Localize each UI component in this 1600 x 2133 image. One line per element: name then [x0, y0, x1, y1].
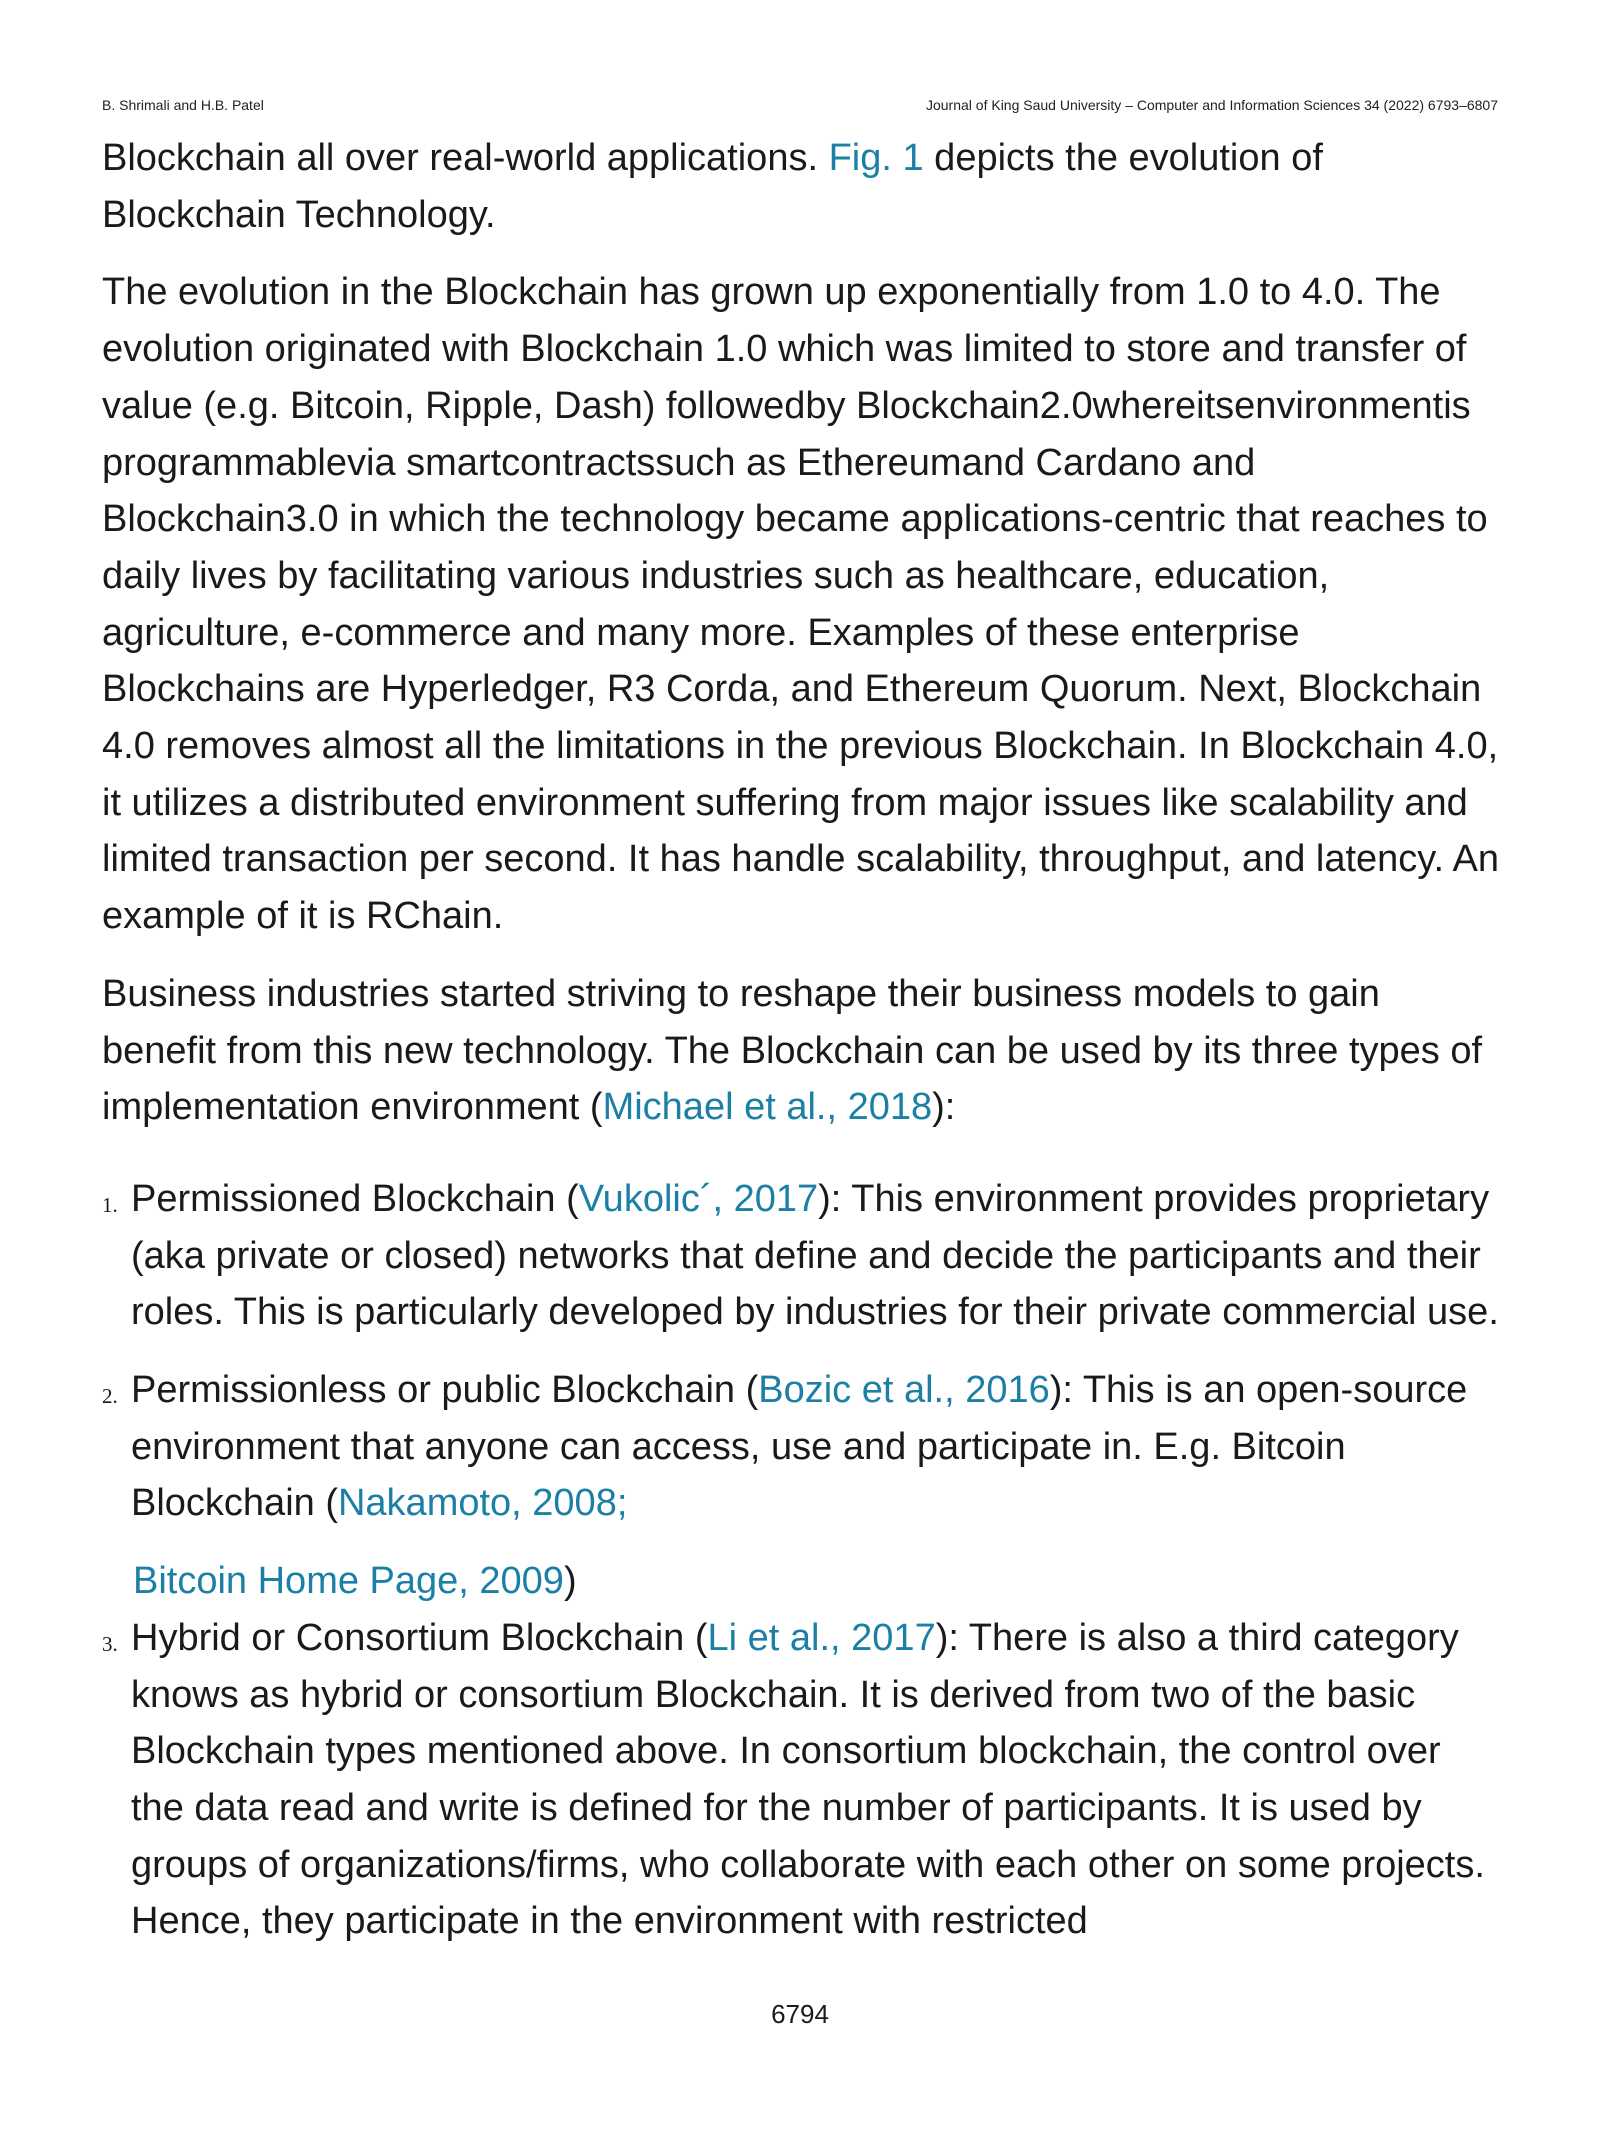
citation-vukolic-2017[interactable]: Vukolic´, 2017 [578, 1177, 819, 1220]
article-body [102, 130, 1502, 1971]
business-text-before: Business industries started striving to reshape their business models to gain benefit from this new technology. The Blockchain can be used by its three types of implementation environment ( [102, 972, 1483, 1129]
list-item-text: ): This is an open-source environment that anyone can access, use and participate in. E.g. Bitcoin Blockchain ( [131, 1369, 1468, 1525]
list-item-title: Hybrid or Consortium Blockchain ( [131, 1616, 708, 1659]
citation-nakamoto-2008[interactable]: Nakamoto, 2008; [337, 1482, 628, 1525]
citation-li-2017[interactable]: Li et al., 2017 [707, 1616, 936, 1659]
intro-text-after: depicts the evolution of Blockchain Technology. [102, 137, 1323, 236]
business-paragraph [102, 966, 1502, 1136]
intro-text-before: Blockchain all over real-world applications. [102, 137, 829, 179]
list-item-refline [131, 1553, 1502, 1610]
blockchain-types-list [102, 1171, 1502, 1950]
intro-paragraph [102, 130, 1502, 243]
evolution-paragraph: The evolution in the Blockchain has grown up exponentially from 1.0 to 4.0. The evolution originated with Blockchain 1.0 which was limited to store and transfer of value (e.g. Bitcoin, Ripple, Dash) followedby Blockchain2.0whereitsenvironmentis programmablevia smartcontractssuch as Ethereumand Cardano and Blockchain3.0 in which the technology became applications-centric that reaches to daily lives by facilitating various industries such as healthcare, education, agriculture, e-commerce and many more. Examples of these enterprise Blockchains are Hyperledger, R3 Corda, and Ethereum Quorum. Next, Blockchain 4.0 removes almost all the limitations in the previous Blockchain. In Blockchain 4.0, it utilizes a distributed environment suffering from major issues like scalability and limited transaction per second. It has handle scalability, throughput, and latency. An example of it is RChain. [102, 271, 1499, 938]
list-number: 2. [102, 1384, 118, 1409]
running-head [102, 97, 1498, 117]
business-text-after: ): [932, 1086, 956, 1129]
figure-1-link[interactable]: Fig. 1 [828, 137, 924, 179]
list-item-text-end: ) [563, 1560, 577, 1603]
page-number: 6794 [771, 1999, 829, 2029]
list-item-title: Permissionless or public Blockchain ( [131, 1369, 759, 1412]
list-item-permissionless [102, 1362, 1502, 1610]
list-item-title: Permissioned Blockchain ( [131, 1177, 579, 1220]
list-item-text: ): There is also a third category knows as hybrid or consortium Blockchain. It is derived from two of the basic Blockchain types mentioned above. In consortium blockchain, the control over the data read and write is defined for the number of participants. It is used by groups of organizations/firms, who collaborate with each other on some projects. Hence, they participate in the environment with restricted [131, 1616, 1485, 1943]
list-number: 3. [102, 1631, 118, 1656]
citation-michael-2018[interactable]: Michael et al., 2018 [602, 1086, 933, 1129]
list-item-text: ): This environment provides proprietary (aka private or closed) networks that define and decide the participants and their roles. This is particularly developed by industries for their private commercial use. [131, 1177, 1499, 1334]
citation-bitcoin-home-page-2009[interactable]: Bitcoin Home Page, 2009 [133, 1560, 564, 1603]
header-authors: B. Shrimali and H.B. Patel [102, 97, 264, 113]
list-item-hybrid [102, 1610, 1502, 1950]
citation-bozic-2016[interactable]: Bozic et al., 2016 [758, 1369, 1050, 1412]
list-number: 1. [102, 1192, 118, 1217]
header-journal: Journal of King Saud University – Computer and Information Sciences 34 (2022) 6793–6807 [925, 97, 1498, 113]
list-item-permissioned [102, 1171, 1502, 1341]
